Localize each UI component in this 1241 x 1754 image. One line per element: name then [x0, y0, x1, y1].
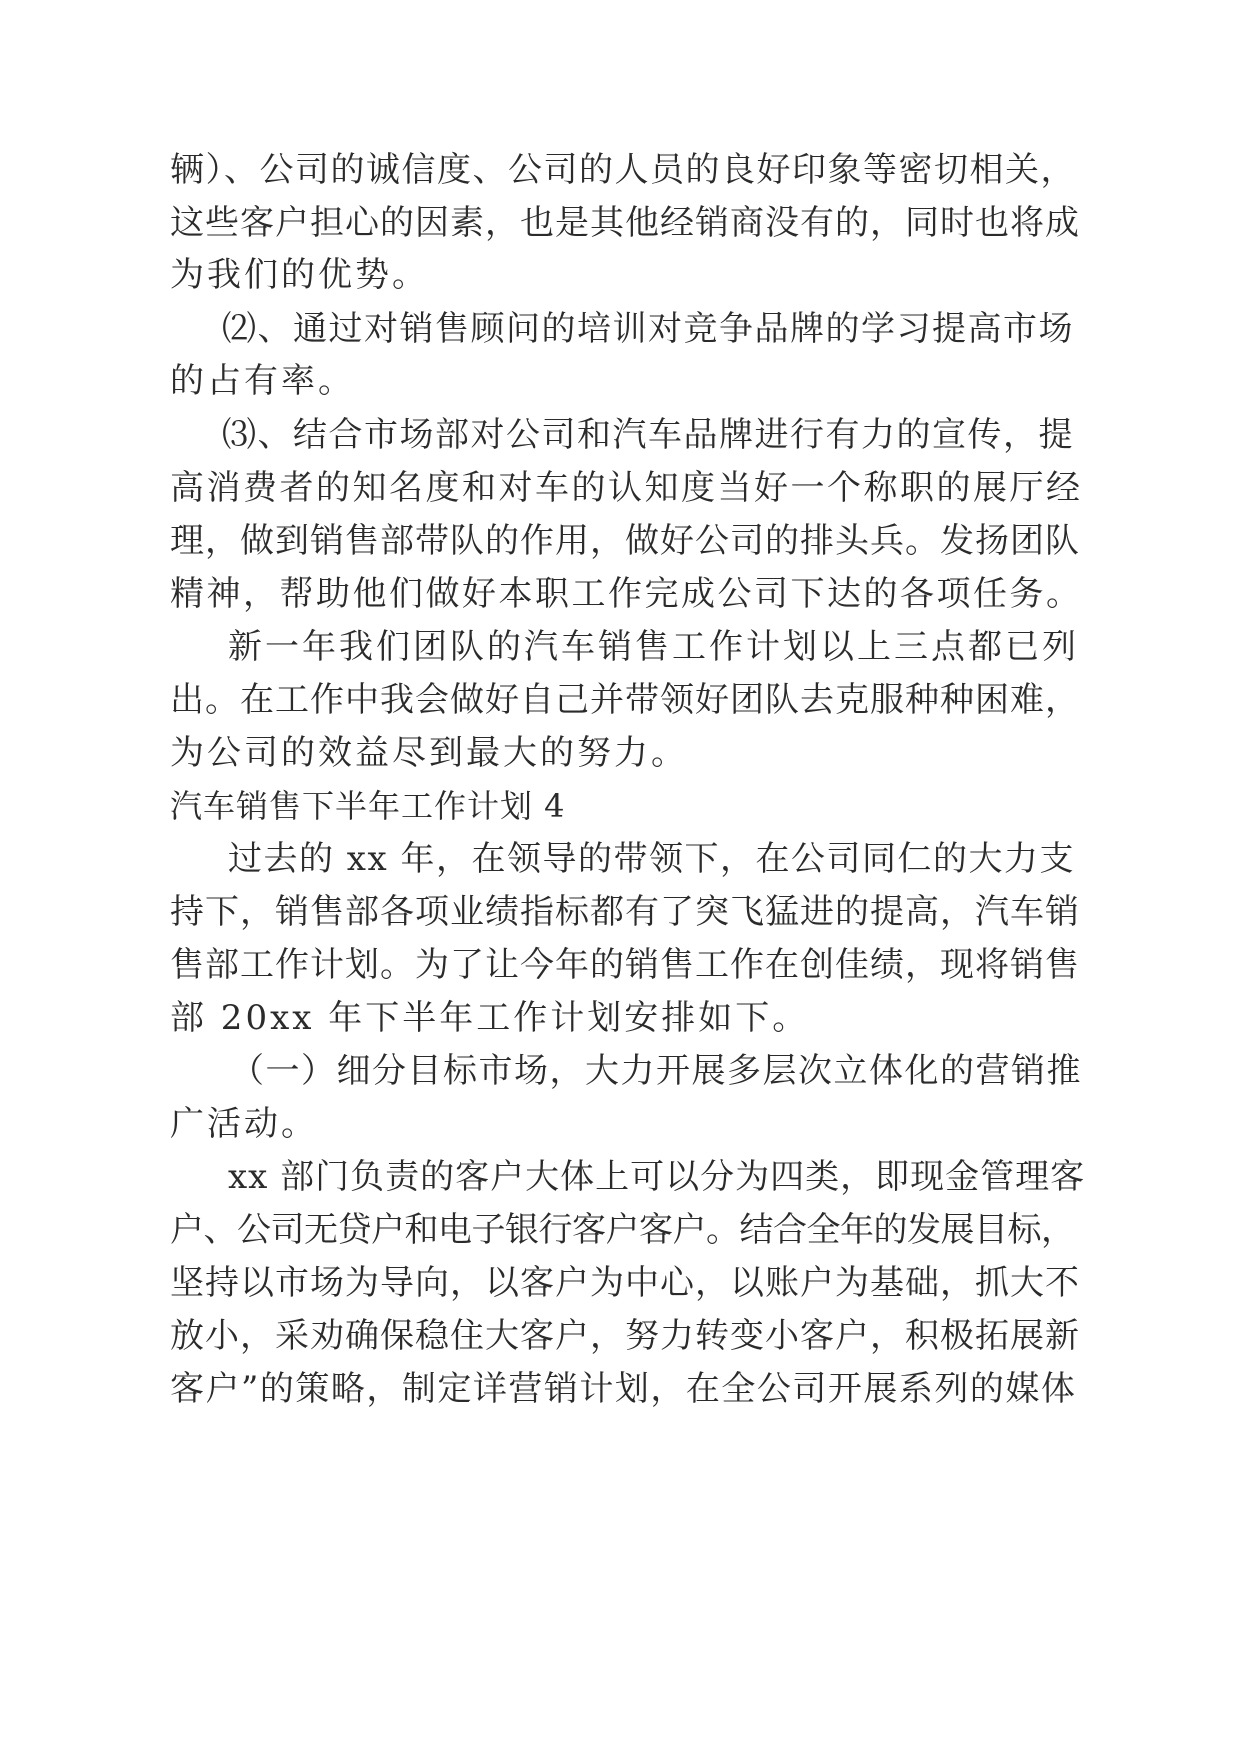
section-heading: 汽车销售下半年工作计划 4 [170, 787, 566, 825]
body-text-line: 为我们的优势。 [170, 255, 429, 295]
subsection-heading: （一）细分目标市场，大力开展多层次立体化的营销推 [230, 1051, 1082, 1091]
body-text-line: 放小，采劝确保稳住大客户，努力转变小客户，积极拓展新 [170, 1316, 1080, 1356]
body-text-line: 持下，销售部各项业绩指标都有了突飞猛进的提高，汽车销 [170, 892, 1080, 932]
body-text-line: 客户”的策略，制定详营销计划，在全公司开展系列的媒体 [170, 1369, 1077, 1409]
body-text-line: xx 部门负责的客户大体上可以分为四类，即现金管理客 [228, 1157, 1086, 1197]
body-text-line: 新一年我们团队的汽车销售工作计划以上三点都已列 [228, 627, 1079, 667]
body-text-line: ⑵、通过对销售顾问的培训对竞争品牌的学习提高市场 [222, 309, 1074, 349]
body-text-line: 高消费者的知名度和对车的认知度当好一个称职的展厅经 [170, 468, 1083, 508]
body-text-line: 出。在工作中我会做好自己并带领好团队去克服种种困难， [170, 680, 1080, 720]
body-text-line: 精神，帮助他们做好本职工作完成公司下达的各项任务。 [170, 574, 1083, 614]
body-text-line: 户、公司无贷户和电子银行客户客户。结合全年的发展目标， [170, 1210, 1075, 1250]
body-text-line: 的占有率。 [170, 361, 355, 401]
body-text-line: ⑶、结合市场部对公司和汽车品牌进行有力的宣传，提 [222, 415, 1074, 455]
body-text-line: 售部工作计划。为了让今年的销售工作在创佳绩，现将销售 [170, 945, 1080, 985]
body-text-line: 坚持以市场为导向，以客户为中心，以账户为基础，抓大不 [170, 1263, 1080, 1303]
body-text-line: 过去的 xx 年，在领导的带领下，在公司同仁的大力支 [228, 839, 1075, 879]
body-text-line: 广活动。 [170, 1104, 318, 1144]
body-text-line: 为公司的效益尽到最大的努力。 [170, 733, 688, 773]
body-text-line: 这些客户担心的因素，也是其他经销商没有的，同时也将成 [170, 203, 1080, 243]
body-text-line: 部 20xx 年下半年工作计划安排如下。 [170, 998, 810, 1038]
body-text-line: 理，做到销售部带队的作用，做好公司的排头兵。发扬团队 [170, 521, 1080, 561]
body-text-line: 辆）、公司的诚信度、公司的人员的良好印象等密切相关， [170, 150, 1076, 190]
